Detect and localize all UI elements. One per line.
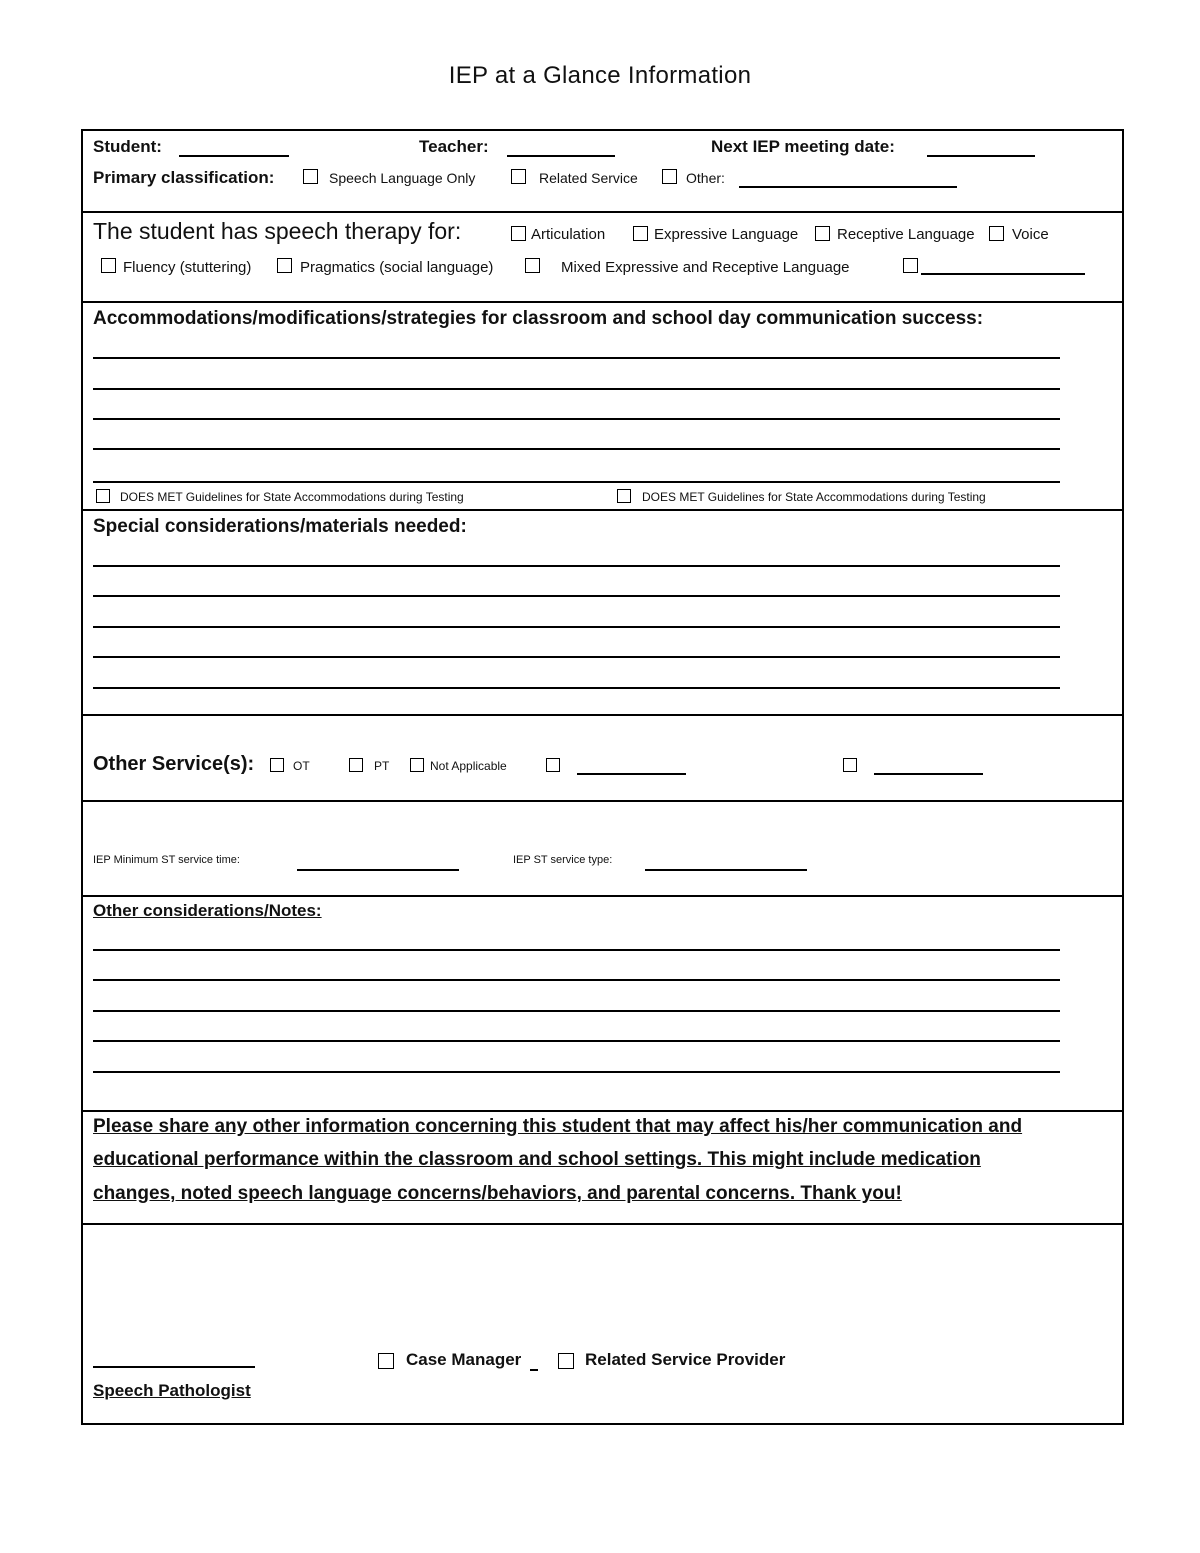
therapy-lead: The student has speech therapy for:: [93, 218, 462, 244]
other-service-checkbox-1[interactable]: [546, 758, 560, 772]
special-considerations-line[interactable]: [93, 656, 1060, 658]
student-label: Student:: [93, 137, 162, 156]
section-divider: [83, 1223, 1122, 1225]
ot-label: OT: [293, 759, 310, 773]
voice-checkbox[interactable]: [989, 226, 1004, 241]
receptive-language-checkbox[interactable]: [815, 226, 830, 241]
other-service-field-1[interactable]: [577, 773, 686, 775]
related-service-checkbox[interactable]: [511, 169, 526, 184]
related-service-label: Related Service: [539, 170, 638, 186]
share-info-line-3: changes, noted speech language concerns/behaviors, and parental concerns. Thank you!: [93, 1183, 902, 1204]
notes-line[interactable]: [93, 979, 1060, 981]
next-iep-label: Next IEP meeting date:: [711, 137, 895, 156]
accommodations-line[interactable]: [93, 418, 1060, 420]
notes-line[interactable]: [93, 1071, 1060, 1073]
pt-checkbox[interactable]: [349, 758, 363, 772]
notes-line[interactable]: [93, 1040, 1060, 1042]
special-considerations-line[interactable]: [93, 565, 1060, 567]
not-applicable-label: Not Applicable: [430, 759, 507, 773]
case-manager-checkbox[interactable]: [378, 1353, 394, 1369]
expressive-language-checkbox[interactable]: [633, 226, 648, 241]
special-considerations-line[interactable]: [93, 687, 1060, 689]
special-considerations-heading: Special considerations/materials needed:: [93, 516, 467, 537]
student-field[interactable]: [179, 155, 289, 157]
fluency-checkbox[interactable]: [101, 258, 116, 273]
page-title: IEP at a Glance Information: [448, 62, 752, 89]
accommodations-line[interactable]: [93, 388, 1060, 390]
section-divider: [83, 714, 1122, 716]
articulation-checkbox[interactable]: [511, 226, 526, 241]
next-iep-date-field[interactable]: [927, 155, 1035, 157]
related-provider-label: Related Service Provider: [585, 1350, 786, 1369]
speech-language-only-checkbox[interactable]: [303, 169, 318, 184]
related-provider-checkbox[interactable]: [558, 1353, 574, 1369]
accommodations-line[interactable]: [93, 357, 1060, 359]
therapy-other-field[interactable]: [921, 273, 1085, 275]
special-considerations-line[interactable]: [93, 626, 1060, 628]
signature-line[interactable]: [93, 1366, 255, 1368]
mixed-language-checkbox[interactable]: [525, 258, 540, 273]
iep-form: [81, 129, 1124, 1425]
other-service-checkbox-2[interactable]: [843, 758, 857, 772]
pt-label: PT: [374, 759, 390, 773]
service-type-label: IEP ST service type:: [513, 854, 613, 866]
does-met-checkbox-2[interactable]: [617, 489, 631, 503]
other-services-label: Other Service(s):: [93, 753, 255, 775]
pragmatics-checkbox[interactable]: [277, 258, 292, 273]
expressive-language-label: Expressive Language: [654, 226, 799, 243]
min-service-time-field[interactable]: [297, 869, 459, 871]
does-met-label-2: DOES MET Guidelines for State Accommodations during Testing: [642, 490, 986, 504]
does-met-label-1: DOES MET Guidelines for State Accommodations during Testing: [120, 490, 464, 504]
does-met-checkbox-1[interactable]: [96, 489, 110, 503]
voice-label: Voice: [1012, 226, 1049, 243]
case-manager-underscore: [530, 1369, 538, 1371]
notes-line[interactable]: [93, 949, 1060, 951]
therapy-other-checkbox[interactable]: [903, 258, 918, 273]
other-classification-field[interactable]: [739, 186, 957, 188]
special-considerations-line[interactable]: [93, 595, 1060, 597]
ot-checkbox[interactable]: [270, 758, 284, 772]
receptive-language-label: Receptive Language: [837, 226, 975, 243]
notes-heading: Other considerations/Notes:: [93, 901, 322, 920]
fluency-label: Fluency (stuttering): [123, 259, 252, 276]
section-divider: [83, 1110, 1122, 1112]
accommodations-line[interactable]: [93, 448, 1060, 450]
case-manager-label: Case Manager: [406, 1350, 522, 1369]
articulation-label: Articulation: [531, 226, 606, 243]
section-divider: [83, 895, 1122, 897]
teacher-field[interactable]: [507, 155, 615, 157]
mixed-language-label: Mixed Expressive and Receptive Language: [561, 259, 850, 276]
primary-classification-label: Primary classification:: [93, 168, 275, 187]
section-divider: [83, 800, 1122, 802]
service-type-field[interactable]: [645, 869, 807, 871]
other-classification-checkbox[interactable]: [662, 169, 677, 184]
section-divider: [83, 301, 1122, 303]
other-classification-label: Other:: [686, 170, 725, 186]
min-service-time-label: IEP Minimum ST service time:: [93, 854, 240, 866]
not-applicable-checkbox[interactable]: [410, 758, 424, 772]
notes-line[interactable]: [93, 1010, 1060, 1012]
speech-language-only-label: Speech Language Only: [329, 170, 476, 186]
teacher-label: Teacher:: [419, 137, 489, 156]
share-info-line-2: educational performance within the classroom and school settings. This might include medication: [93, 1149, 981, 1170]
section-divider: [83, 509, 1122, 511]
other-service-field-2[interactable]: [874, 773, 983, 775]
share-info-line-1: Please share any other information concerning this student that may affect his/her communication and: [93, 1116, 1023, 1137]
pragmatics-label: Pragmatics (social language): [300, 259, 494, 276]
section-divider: [83, 211, 1122, 213]
accommodations-heading: Accommodations/modifications/strategies for classroom and school day communication success:: [93, 308, 984, 329]
accommodations-line[interactable]: [93, 481, 1060, 483]
speech-pathologist-label: Speech Pathologist: [93, 1381, 251, 1400]
